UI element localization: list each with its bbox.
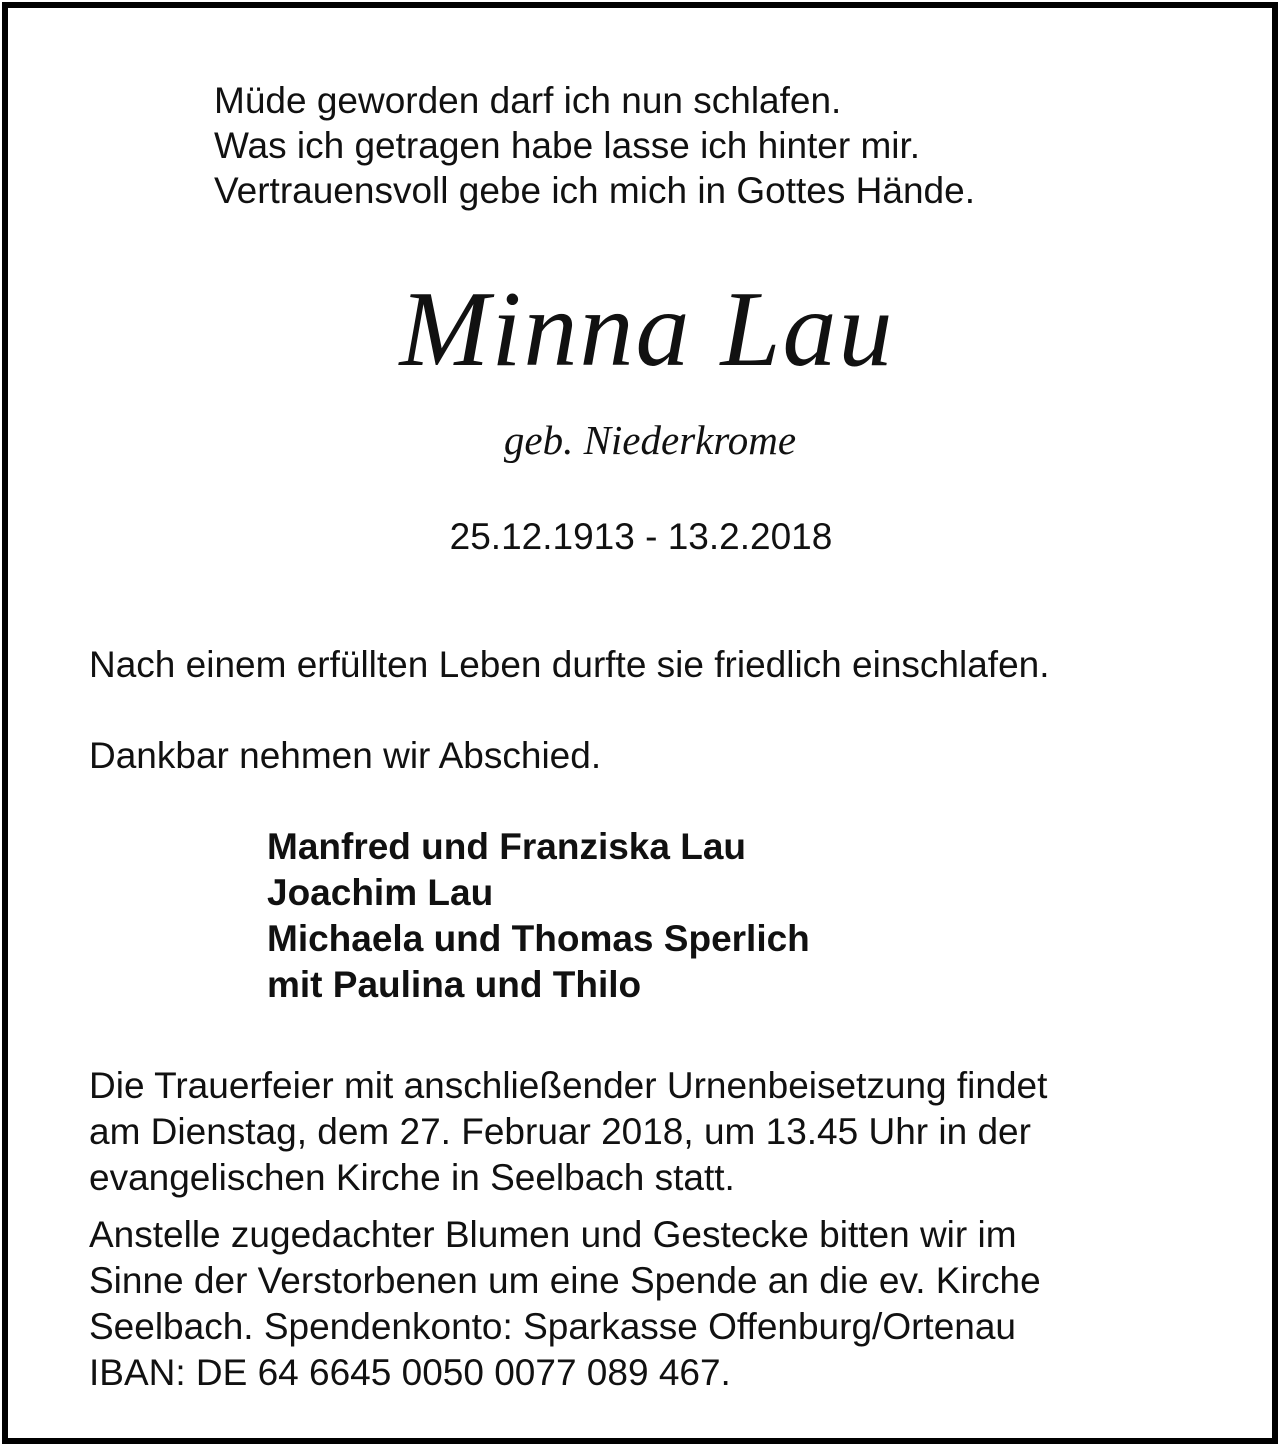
obituary-notice (2, 2, 1278, 1444)
mourner-line: Michaela und Thomas Sperlich (267, 918, 810, 959)
service-line: evangelischen Kirche in Seelbach statt. (89, 1157, 735, 1198)
donation-line: Seelbach. Spendenkonto: Sparkasse Offenburg/Ortenau (89, 1306, 1017, 1347)
deceased-name: Minna Lau (399, 270, 895, 389)
donation-line: IBAN: DE 64 6645 0050 0077 089 467. (89, 1352, 731, 1393)
donation-line: Anstelle zugedachter Blumen und Gestecke bitten wir im (89, 1214, 1017, 1255)
mourner-line: Joachim Lau (267, 872, 494, 913)
service-line: Die Trauerfeier mit anschließender Urnenbeisetzung findet (89, 1065, 1048, 1106)
donation-line: Sinne der Verstorbenen um eine Spende an die ev. Kirche (89, 1260, 1041, 1301)
peaceful-statement: Nach einem erfüllten Leben durfte sie friedlich einschlafen. (89, 644, 1050, 685)
motto-line: Müde geworden darf ich nun schlafen. (214, 80, 842, 121)
motto-line: Was ich getragen habe lasse ich hinter mir. (214, 125, 921, 166)
motto-line: Vertrauensvoll gebe ich mich in Gottes Hände. (214, 170, 975, 211)
maiden-name: geb. Niederkrome (503, 417, 797, 463)
mourner-line: Manfred und Franziska Lau (267, 826, 747, 867)
mourner-line: mit Paulina und Thilo (267, 964, 642, 1005)
farewell-statement: Dankbar nehmen wir Abschied. (89, 735, 602, 776)
life-dates: 25.12.1913 - 13.2.2018 (449, 516, 833, 557)
service-line: am Dienstag, dem 27. Februar 2018, um 13.45 Uhr in der (89, 1111, 1031, 1152)
